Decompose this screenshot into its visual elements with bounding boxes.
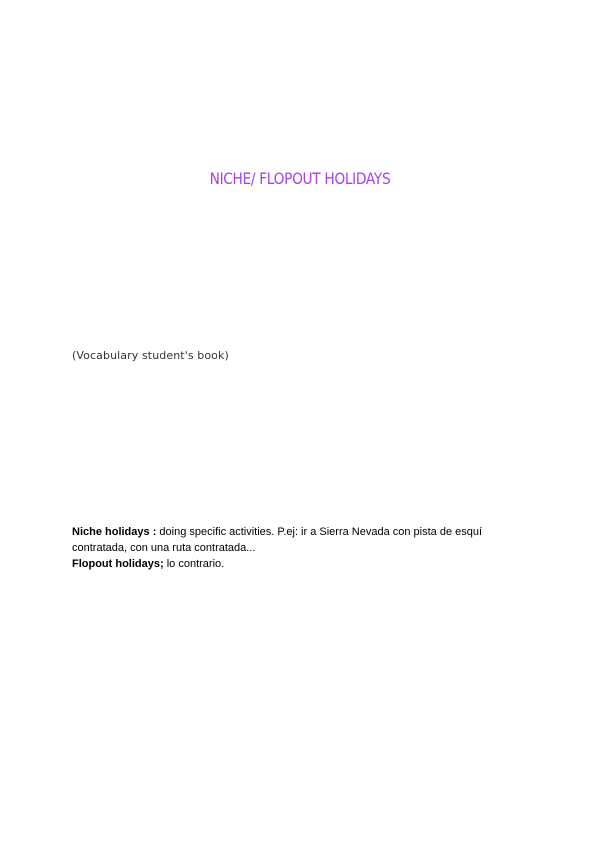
- definitions-block: [72, 524, 532, 572]
- document-title: NICHE/ FLOPOUT HOLIDAYS: [209, 169, 391, 188]
- definition-term: Flopout holidays;: [72, 558, 164, 570]
- document-subtitle: (Vocabulary student's book): [72, 349, 229, 362]
- definition-niche-holidays: [72, 524, 532, 556]
- definition-text: lo contrario.: [163, 558, 225, 570]
- definition-text: doing specific activities. P.ej: ir a Sierra Nevada con pista de esquí contratada, con una ruta contratada...: [72, 526, 483, 554]
- definition-flopout-holidays: [72, 556, 532, 572]
- definition-term: Niche holidays :: [72, 526, 157, 538]
